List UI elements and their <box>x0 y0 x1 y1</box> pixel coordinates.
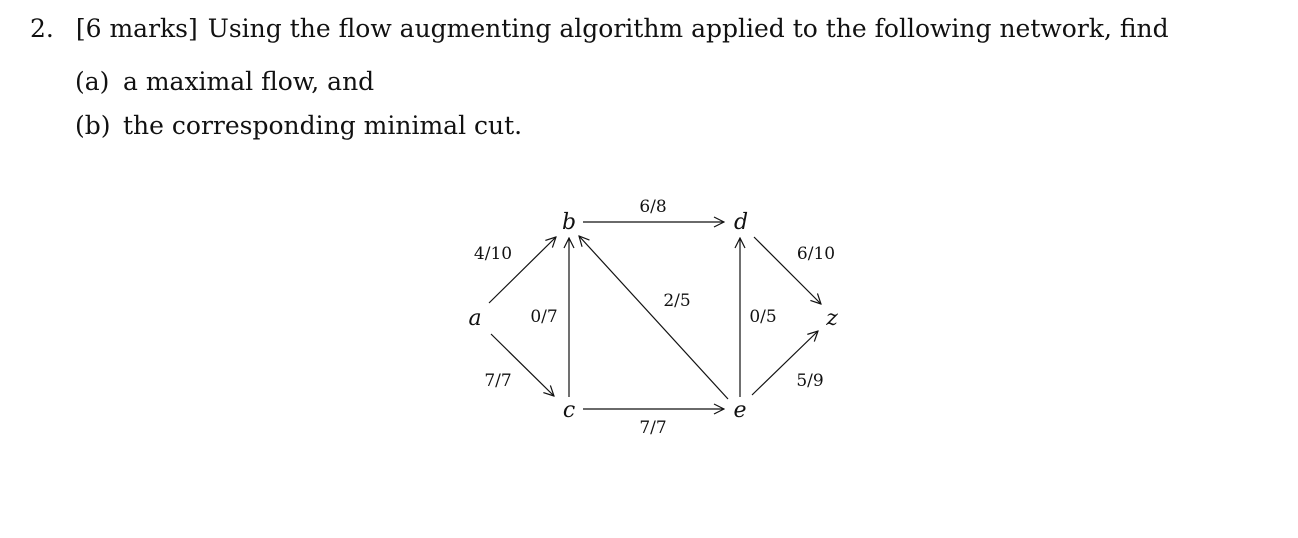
edge-e-b <box>579 236 728 399</box>
question-number: 2. <box>30 14 54 43</box>
edge-label-d-z: 6/10 <box>796 244 836 264</box>
vertex-z: z <box>826 306 838 331</box>
vertex-b: b <box>561 210 577 235</box>
vertex-d: d <box>733 210 749 235</box>
vertex-e: e <box>733 398 747 423</box>
vertex-a: a <box>468 306 482 331</box>
question-text: Using the flow augmenting algorithm applied to the following network, find <box>207 14 1169 43</box>
edge-label-e-b: 2/5 <box>663 291 691 311</box>
edge-label-e-z: 5/9 <box>796 371 824 391</box>
edge-label-a-b: 4/10 <box>473 244 513 264</box>
edge-label-c-e: 7/7 <box>639 418 667 438</box>
part-a-label: (a) <box>75 67 110 96</box>
edge-label-c-b: 0/7 <box>530 307 558 327</box>
part-b-label: (b) <box>75 111 111 140</box>
edge-label-e-d: 0/5 <box>749 307 777 327</box>
edge-label-a-c: 7/7 <box>484 371 512 391</box>
part-b-text: the corresponding minimal cut. <box>123 111 523 140</box>
question-marks: [6 marks] <box>75 14 198 43</box>
vertex-c: c <box>562 398 576 423</box>
edge-label-b-d: 6/8 <box>639 197 667 217</box>
part-a-text: a maximal flow, and <box>123 67 375 96</box>
